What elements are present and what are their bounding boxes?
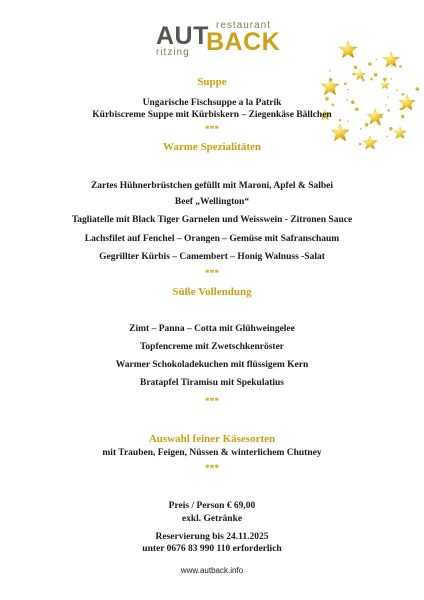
separator: *** [204,269,220,279]
sparkle-dot [375,59,377,61]
logo-ritzing-text: ritzing [156,47,190,58]
menu-item: Warmer Schokoladekuchen mit flüssigem Kern [115,360,309,370]
star-shape [382,51,399,67]
logo-restaurant-text: restaurant [216,20,272,31]
separator: *** [204,125,220,135]
logo-aut-text: AUT [156,22,209,50]
sparkle-dot [329,70,331,72]
reservation-date: Reservierung bis 24.11.2025 [155,532,269,542]
sparkle-dot [391,65,393,67]
sparkle-dot [345,55,347,57]
menu-item: Topfencreme mit Zwetschkenröster [139,342,285,352]
separator: *** [204,397,220,407]
section-title-kaese: Auswahl feiner Käsesorten [148,433,276,445]
menu-item: Lachsfilet auf Fenchel – Orangen – Gemüse mit Safranschaum [84,234,340,244]
restaurant-logo [156,20,281,58]
star-shape [339,40,358,58]
price-text: Preis / Person € 69,00 [168,501,256,511]
separator: *** [204,464,220,474]
menu-item: Tagliatelle mit Black Tiger Garnelen und Weisswein - Zitronen Sauce [71,215,353,225]
sparkle-dot [354,66,358,70]
sparkle-dot [368,62,372,66]
section-title-warm: Warme Spezialitäten [162,141,262,153]
reservation-phone: unter 0676 83 990 110 erforderlich [142,544,282,554]
menu-item: Ungarische Fischsuppe a la Patrik [142,98,282,108]
menu-item: Gegrillter Kürbis – Camembert – Honig Walnuss -Salat [99,252,325,262]
menu-item: Zimt – Panna – Cotta mit Glühweingelee [129,324,295,334]
drinks-note: exkl. Getränke [181,514,243,524]
website-link[interactable]: www.autback.info [180,566,244,575]
menu-item: mit Trauben, Feigen, Nüssen & winterlichem Chutney [102,448,322,458]
sparkle-dot [399,65,402,68]
section-title-suppe: Suppe [197,76,227,88]
menu-item: Bratapfel Tiramisu mit Spekulatius [139,378,285,388]
gold-stars-icon [315,35,424,155]
sparkle-dot [396,89,398,91]
logo-back-text: BACK [206,28,281,56]
sparkle-dot [402,93,405,96]
menu-item: Beef „Wellington“ [174,197,250,207]
menu-item: Zartes Hühnerbrüstchen gefüllt mit Maroni, Apfel & Salbei [90,181,334,191]
menu-item: Kürbiscreme Suppe mit Kürbiskern – Ziegenkäse Bällchen [92,110,332,120]
sparkle-dot [347,89,349,91]
section-title-suess: Süße Vollendung [172,286,252,298]
